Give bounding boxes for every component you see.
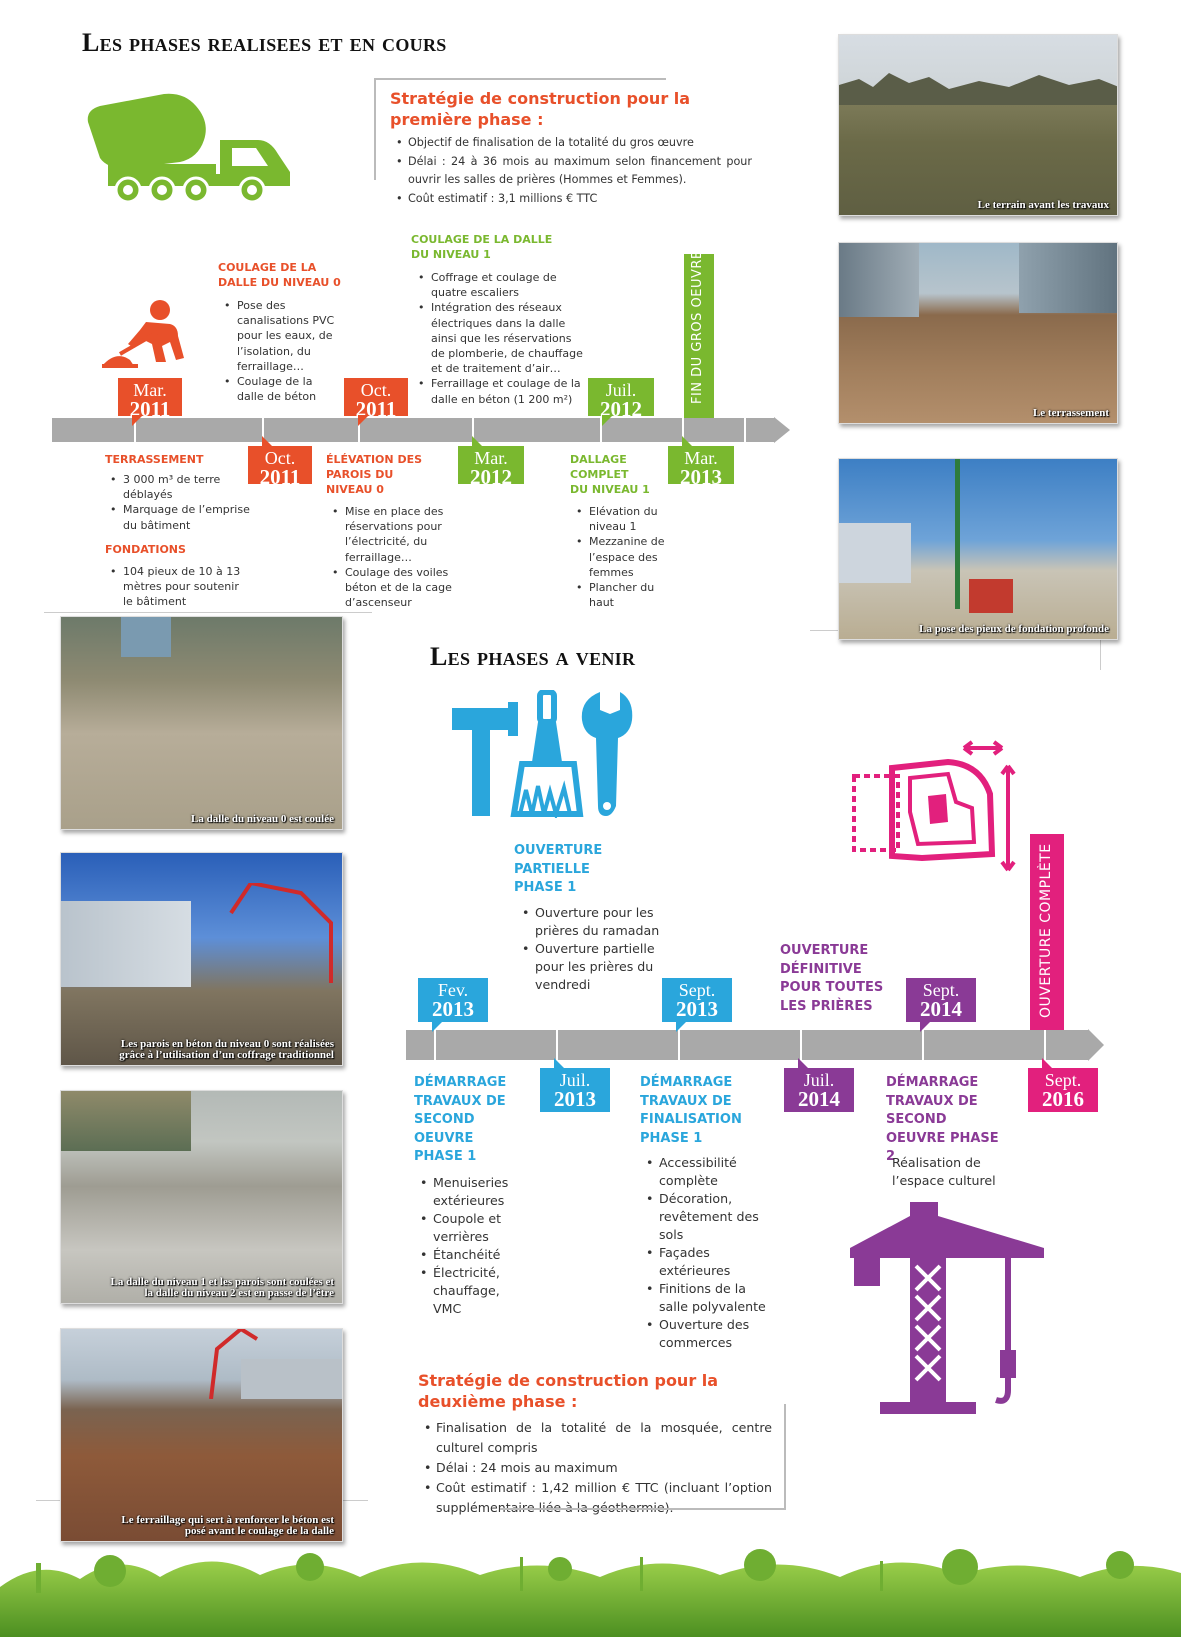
worker-digging-icon <box>100 300 200 368</box>
strategy2-item: • Délai : 24 mois au maximum <box>418 1458 772 1478</box>
building-shape <box>241 1359 343 1399</box>
date-flag-sept-2013: Sept. 2013 <box>662 978 732 1022</box>
list-item: • Intégration des réseaux électriques dans la dalle ainsi que les réservations de plomberie, de chauffage et de traitement d’air… <box>414 300 588 376</box>
strategy1-item: • Délai : 24 à 36 mois au maximum selon financement pour ouvrir les salles de prières (Hommes et Femmes). <box>390 153 752 190</box>
phase-second-oeuvre1-title: DÉMARRAGE TRAVAUX DE SECOND OEUVRE PHASE 1 <box>414 1075 507 1164</box>
blueprint-plan-icon <box>852 738 1020 880</box>
strategy1 <box>390 88 752 208</box>
phase-terrassement-title: TERRASSEMENT <box>105 453 204 466</box>
date-flag-sept-2014: Sept. 2014 <box>906 978 976 1022</box>
strategy1-title: Stratégie de construction pour la première phase : <box>390 89 691 129</box>
phase-ouv-partielle-list <box>518 904 664 994</box>
photo-ferraillage <box>60 1328 343 1542</box>
photo-caption: Les parois en béton du niveau 0 sont réalisées grâce à l’utilisation d’un coffrage traditionnel <box>119 1038 334 1061</box>
timeline1-arrow <box>774 417 790 443</box>
cement-truck-icon <box>86 92 302 204</box>
date-flag-juil-2014: Juil. 2014 <box>784 1068 854 1112</box>
grass-footer-illustration <box>0 1527 1181 1637</box>
photo-pieux <box>838 458 1118 640</box>
list-item: • Elévation du niveau 1 <box>572 504 668 534</box>
phase-coulage0-list <box>220 298 340 404</box>
phase-dallage-list <box>572 504 668 610</box>
building-shape <box>121 617 171 657</box>
timeline2-tick <box>678 1030 680 1060</box>
photo-terrain <box>838 34 1118 216</box>
section1-title: Les phases realisees et en cours <box>82 28 447 57</box>
phase-fondations-list <box>106 564 246 610</box>
date-flag-sept-2016: Sept. 2016 <box>1028 1068 1098 1112</box>
list-item: • Ouverture des commerces <box>642 1316 774 1352</box>
strategy2-title: Stratégie de construction pour la deuxième phase : <box>418 1371 719 1411</box>
timeline2-tick <box>1044 1030 1046 1060</box>
phase-elevation-title: ÉLÉVATION DES PAROIS DU NIVEAU 0 <box>326 453 423 496</box>
ouverture-complete-banner <box>1030 834 1064 1030</box>
list-item: • Électricité, chauffage, VMC <box>416 1264 526 1318</box>
list-item: • Plancher du haut <box>572 580 668 610</box>
list-item: • Ouverture pour les prières du ramadan <box>518 904 664 940</box>
photo-dalle1 <box>60 1090 343 1304</box>
photo-parois <box>60 852 343 1066</box>
building-shape <box>839 243 919 317</box>
photo-caption: La pose des pieux de fondation profonde <box>919 623 1109 635</box>
phase-ouv-definitive-title: OUVERTURE DÉFINITIVE POUR TOUTES LES PRIÈRES <box>780 943 884 1014</box>
photo-caption: Le terrassement <box>1032 407 1109 419</box>
crane-icon <box>850 1200 1044 1416</box>
phase-elevation-list <box>328 504 452 610</box>
list-item: • 104 pieux de 10 à 13 mètres pour soutenir le bâtiment <box>106 564 246 610</box>
ouverture-complete-label: OUVERTURE COMPLÈTE <box>1038 843 1054 1018</box>
date-flag-oct-2011: Oct. 2011 <box>344 378 408 416</box>
list-item: • Pose des canalisations PVC pour les eaux, de l’isolation, du ferraillage… <box>220 298 340 374</box>
timeline1-tick <box>744 418 746 442</box>
building-shape <box>1019 243 1118 313</box>
photo-caption: La dalle du niveau 1 et les parois sont coulées et la dalle du niveau 2 est en passe de l’être <box>110 1276 334 1299</box>
date-flag-mar-2012: Mar. 2012 <box>458 446 524 484</box>
date-flag-juil-2013: Juil. 2013 <box>540 1068 610 1112</box>
date-flag-mar-2013: Mar. 2013 <box>668 446 734 484</box>
list-item: • 3 000 m³ de terre déblayés <box>106 472 250 502</box>
section2-title: Les phases a venir <box>430 642 636 671</box>
divider-line <box>44 612 372 613</box>
timeline2-tick <box>800 1030 802 1060</box>
phase-coulage0-title: COULAGE DE LA DALLE DU NIVEAU 0 <box>218 261 341 289</box>
date-flag-juil-2012: Juil. 2012 <box>588 378 654 416</box>
list-item: • Marquage de l’emprise du bâtiment <box>106 502 250 532</box>
strategy2-frame <box>500 1404 786 1510</box>
date-flag-mar-2011: Mar. 2011 <box>118 378 182 416</box>
list-item: • Étanchéité <box>416 1246 526 1264</box>
timeline2-bar <box>406 1030 1088 1060</box>
divider-line <box>1100 640 1101 670</box>
phase-ouv-partielle-title: OUVERTURE PARTIELLE PHASE 1 <box>514 843 603 895</box>
list-item: • Coupole et verrières <box>416 1210 526 1246</box>
phase-coulage1-list <box>414 270 588 407</box>
list-item: • Mezzanine de l’espace des femmes <box>572 534 668 580</box>
fin-gros-oeuvre-banner <box>684 250 714 418</box>
list-item: • Coulage des voiles béton et de la cage d’ascenseur <box>328 565 452 611</box>
trees-silhouette <box>839 65 1118 105</box>
photo-dalle0 <box>60 616 343 830</box>
list-item: • Menuiseries extérieures <box>416 1174 526 1210</box>
photo-caption: La dalle du niveau 0 est coulée <box>190 813 334 825</box>
drill-mast <box>955 459 960 609</box>
photo-terrassement <box>838 242 1118 424</box>
list-item: • Mise en place des réservations pour l’électricité, du ferraillage… <box>328 504 452 565</box>
timeline2-tick <box>922 1030 924 1060</box>
strategy2-item: • Coût estimatif : 1,42 million € TTC (incluant l’option supplémentaire liée à la géothermie). <box>418 1478 772 1518</box>
timeline2-tick <box>556 1030 558 1060</box>
list-item: • Finitions de la salle polyvalente <box>642 1280 774 1316</box>
list-item: • Coffrage et coulage de quatre escaliers <box>414 270 588 300</box>
phase-second-oeuvre2-title: DÉMARRAGE TRAVAUX DE SECOND OEUVRE PHASE 2 <box>886 1075 999 1164</box>
trees-shape <box>61 1091 191 1151</box>
machine-shape <box>969 579 1013 613</box>
strategy1-item: • Coût estimatif : 3,1 millions € TTC <box>390 190 752 209</box>
phase-terrassement-list <box>106 472 250 533</box>
list-item: • Ferraillage et coulage de la dalle en béton (1 200 m²) <box>414 376 588 406</box>
list-item: • Décoration, revêtement des sols <box>642 1190 774 1244</box>
strategy2-item: • Finalisation de la totalité de la mosquée, centre culturel compris <box>418 1418 772 1458</box>
date-flag-oct-2011: Oct. 2011 <box>248 446 312 484</box>
list-item: • Ouverture partielle pour les prières du vendredi <box>518 940 664 994</box>
timeline2-arrow <box>1088 1029 1104 1061</box>
strategy1-item: • Objectif de finalisation de la totalité du gros œuvre <box>390 134 752 153</box>
list-item: • Coulage de la dalle de béton <box>220 374 340 404</box>
list-item: • Accessibilité complète <box>642 1154 774 1190</box>
building-shape <box>839 523 911 583</box>
phase-finalisation-title: DÉMARRAGE TRAVAUX DE FINALISATION PHASE 1 <box>640 1075 742 1146</box>
fin-gros-oeuvre-label: FIN DU GROS OEUVRE <box>690 250 705 404</box>
phase-second-oeuvre2-text: Réalisation de l’espace culturel <box>892 1155 996 1188</box>
building-shape <box>61 901 191 987</box>
phase-second-oeuvre1-list <box>416 1174 526 1318</box>
phase-finalisation-list <box>642 1154 774 1352</box>
phase-dallage-title: DALLAGE COMPLET DU NIVEAU 1 <box>570 453 650 496</box>
pump-boom <box>221 883 341 983</box>
photo-caption: Le terrain avant les travaux <box>977 199 1109 211</box>
phase-coulage1-title: COULAGE DE LA DALLE DU NIVEAU 1 <box>411 233 553 261</box>
timeline1-bar <box>52 418 774 442</box>
tools-icon <box>450 690 636 818</box>
phase-fondations-title: FONDATIONS <box>105 543 186 556</box>
photo-caption: Le ferraillage qui sert à renforcer le béton est posé avant le coulage de la dalle <box>121 1514 334 1537</box>
date-flag-fev-2013: Fev. 2013 <box>418 978 488 1022</box>
list-item: • Façades extérieures <box>642 1244 774 1280</box>
timeline2-tick <box>434 1030 436 1060</box>
